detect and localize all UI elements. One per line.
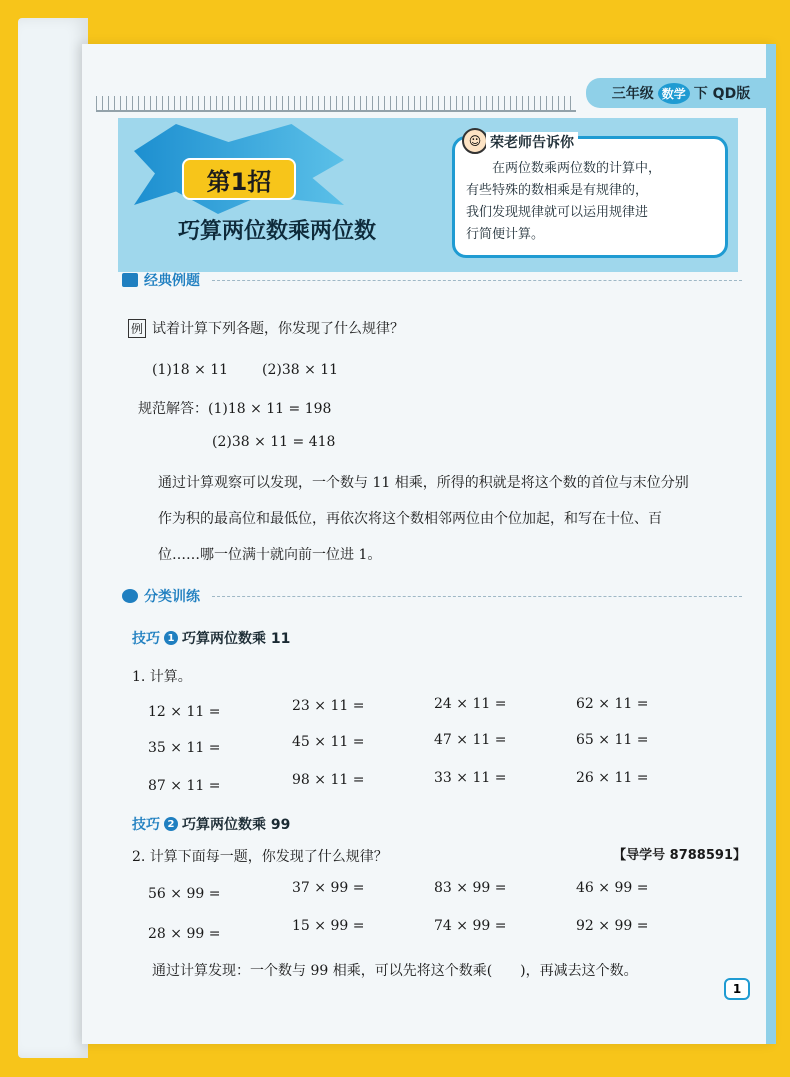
- exercise: 92 × 99 =: [576, 918, 649, 934]
- exercise: 65 × 11 =: [576, 732, 649, 748]
- tip-line: 在两位数乘两位数的计算中，: [492, 161, 662, 176]
- example-question-text: 试着计算下列各题，你发现了什么规律？: [152, 321, 405, 337]
- page-edge-strip: [766, 44, 776, 1044]
- example-question: [128, 318, 404, 338]
- skill-title: 巧算两位数乘 11: [182, 631, 291, 647]
- grade-tab: [586, 78, 776, 108]
- exercise: 15 × 99 =: [292, 918, 365, 934]
- textbook-page: [82, 44, 776, 1044]
- rule-line: 通过计算观察可以发现，一个数与 11 相乘，所得的积就是将这个数的首位与末位分别: [158, 475, 689, 491]
- skill-tag: 技巧: [132, 817, 160, 833]
- header-ruler: [96, 96, 576, 112]
- exercise: 26 × 11 =: [576, 770, 649, 786]
- question-2-label: 2. 计算下面每一题，你发现了什么规律？: [132, 849, 388, 865]
- tip-line: 我们发现规律就可以运用规律进: [466, 205, 649, 220]
- divider: [212, 280, 742, 282]
- chapter-badge: 第1招: [182, 158, 296, 200]
- answer-1: (1)18 × 11 = 198: [208, 401, 332, 417]
- pencil-icon: [122, 589, 138, 603]
- exercise: 87 × 11 =: [148, 778, 221, 794]
- skill-tag: 技巧: [132, 631, 160, 647]
- exercise: 47 × 11 =: [434, 732, 507, 748]
- skill-number: 1: [164, 631, 178, 645]
- skill-title: 巧算两位数乘 99: [182, 817, 291, 833]
- rule-line: 位……哪一位满十就向前一位进 1。: [158, 547, 382, 563]
- chapter-title: 巧算两位数乘两位数: [178, 219, 377, 244]
- exercise: 46 × 99 =: [576, 880, 649, 896]
- example-item-1: (1)18 × 11: [152, 362, 229, 378]
- classic-heading: [122, 270, 200, 290]
- skill-2-heading: [132, 814, 290, 834]
- exercise: 62 × 11 =: [576, 696, 649, 712]
- skill-number: 2: [164, 817, 178, 831]
- training-heading: [122, 586, 200, 606]
- question-2-conclusion: 通过计算发现：一个数与 99 相乘，可以先将这个数乘( )，再减去这个数。: [152, 963, 638, 979]
- exercise: 12 × 11 =: [148, 704, 221, 720]
- exercise: 28 × 99 =: [148, 926, 221, 942]
- left-page-edge: [18, 18, 88, 1058]
- tip-line: 行简便计算。: [466, 227, 545, 242]
- exercise: 98 × 11 =: [292, 772, 365, 788]
- training-heading-text: 分类训练: [144, 589, 200, 605]
- answer-2: (2)38 × 11 = 418: [212, 434, 336, 450]
- classic-heading-text: 经典例题: [144, 273, 200, 289]
- subject-badge: 数学: [658, 83, 690, 104]
- answer-line-1: [138, 398, 331, 418]
- grade-label: 三年级: [611, 86, 654, 102]
- example-tag: 例: [128, 319, 146, 338]
- skill-1-heading: [132, 628, 290, 648]
- book-icon: [122, 273, 138, 287]
- edition-label: 下 QD版: [693, 86, 751, 102]
- teacher-avatar-icon: ☺: [462, 128, 488, 154]
- tip-line: 有些特殊的数相乘是有规律的，: [466, 183, 649, 198]
- tip-title: 荣老师告诉你: [486, 132, 578, 152]
- rule-line: 作为积的最高位和最低位，再依次将这个数相邻两位由个位加起，和写在十位、百: [158, 511, 662, 527]
- exercise: 24 × 11 =: [434, 696, 507, 712]
- exercise: 45 × 11 =: [292, 734, 365, 750]
- question-1-label: 1. 计算。: [132, 669, 192, 685]
- answer-label: 规范解答：: [138, 401, 208, 417]
- divider: [212, 596, 742, 598]
- guide-number: 【导学号 8788591】: [613, 848, 746, 863]
- page-number: 1: [724, 978, 750, 1000]
- exercise: 83 × 99 =: [434, 880, 507, 896]
- exercise: 35 × 11 =: [148, 740, 221, 756]
- exercise: 23 × 11 =: [292, 698, 365, 714]
- example-item-2: (2)38 × 11: [262, 362, 339, 378]
- exercise: 56 × 99 =: [148, 886, 221, 902]
- exercise: 37 × 99 =: [292, 880, 365, 896]
- exercise: 74 × 99 =: [434, 918, 507, 934]
- exercise: 33 × 11 =: [434, 770, 507, 786]
- tip-text: [466, 158, 716, 246]
